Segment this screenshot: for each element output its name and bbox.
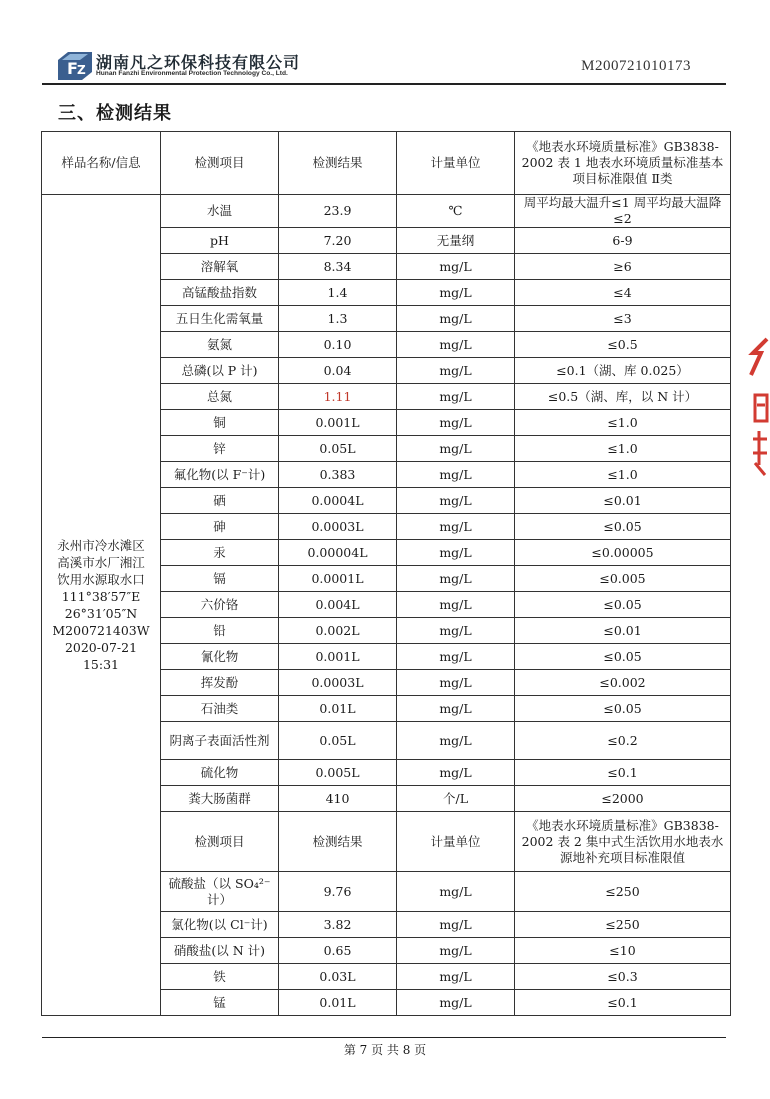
standard-limit: ≤1.0 xyxy=(515,436,731,462)
test-item: 水温 xyxy=(161,195,279,228)
standard-limit: ≤0.005 xyxy=(515,566,731,592)
header-divider xyxy=(42,83,726,85)
test-result: 23.9 xyxy=(279,195,397,228)
standard-limit: ≤0.05 xyxy=(515,644,731,670)
header-item: 检测项目 xyxy=(161,132,279,195)
standard-limit: 周平均最大温升≤1 周平均最大温降≤2 xyxy=(515,195,731,228)
standard-limit: ≤0.05 xyxy=(515,514,731,540)
sample-info-line: 111°38′57″E xyxy=(61,589,141,604)
test-unit: mg/L xyxy=(397,644,515,670)
standard-limit: ≤0.05 xyxy=(515,696,731,722)
standard-limit: ≤4 xyxy=(515,280,731,306)
test-item: 汞 xyxy=(161,540,279,566)
table-row xyxy=(42,195,731,228)
test-unit: mg/L xyxy=(397,990,515,1016)
test-result: 0.0003L xyxy=(279,670,397,696)
test-item: 硒 xyxy=(161,488,279,514)
svg-text:Z: Z xyxy=(77,63,86,77)
test-unit: mg/L xyxy=(397,964,515,990)
test-result: 0.65 xyxy=(279,938,397,964)
test-item: 镉 xyxy=(161,566,279,592)
test-item: 铅 xyxy=(161,618,279,644)
test-unit: mg/L xyxy=(397,358,515,384)
test-result: 0.01L xyxy=(279,696,397,722)
test-result: 0.002L xyxy=(279,618,397,644)
test-result: 7.20 xyxy=(279,228,397,254)
standard-limit: ≤0.5（湖、库，以 N 计） xyxy=(515,384,731,410)
test-unit: mg/L xyxy=(397,488,515,514)
test-item: 锌 xyxy=(161,436,279,462)
table-header-row xyxy=(42,132,731,195)
standard-limit: 6-9 xyxy=(515,228,731,254)
sample-info-line: 饮用水源取水口 xyxy=(57,572,145,587)
test-unit: mg/L xyxy=(397,722,515,760)
sample-info-line: 15:31 xyxy=(82,657,120,672)
sample-info-line: 26°31′05″N xyxy=(64,606,138,621)
test-result: 9.76 xyxy=(279,872,397,912)
standard-limit: ≤0.1 xyxy=(515,990,731,1016)
test-item: 锰 xyxy=(161,990,279,1016)
test-unit: mg/L xyxy=(397,384,515,410)
test-unit: mg/L xyxy=(397,760,515,786)
standard-limit: ≤3 xyxy=(515,306,731,332)
test-result: 0.005L xyxy=(279,760,397,786)
standard-limit: ≤0.01 xyxy=(515,488,731,514)
test-result: 0.004L xyxy=(279,592,397,618)
test-unit: 个/L xyxy=(397,786,515,812)
sample-info-line: 高溪市水厂湘江 xyxy=(57,555,145,570)
test-result: 3.82 xyxy=(279,912,397,938)
subheader-result: 检测结果 xyxy=(279,812,397,872)
sample-info-cell xyxy=(42,195,161,1016)
test-item: 砷 xyxy=(161,514,279,540)
test-result: 0.04 xyxy=(279,358,397,384)
test-result: 0.10 xyxy=(279,332,397,358)
test-unit: mg/L xyxy=(397,332,515,358)
test-unit: mg/L xyxy=(397,254,515,280)
sample-info-line: 2020-07-21 xyxy=(64,640,138,655)
page-header xyxy=(48,48,723,84)
test-unit: mg/L xyxy=(397,938,515,964)
test-unit: ℃ xyxy=(397,195,515,228)
test-result: 0.05L xyxy=(279,436,397,462)
subheader-standard: 《地表水环境质量标准》GB3838-2002 表 2 集中式生活饮用水地表水源地补充项目标准限值 xyxy=(515,812,731,872)
standard-limit: ≤0.002 xyxy=(515,670,731,696)
test-unit: mg/L xyxy=(397,540,515,566)
standard-limit: ≤1.0 xyxy=(515,462,731,488)
standard-limit: ≥6 xyxy=(515,254,731,280)
test-item: 溶解氧 xyxy=(161,254,279,280)
results-table xyxy=(41,131,731,1016)
subheader-unit: 计量单位 xyxy=(397,812,515,872)
header-standard: 《地表水环境质量标准》GB3838-2002 表 1 地表水环境质量标准基本项目标准限值 Ⅱ类 xyxy=(515,132,731,195)
header-result: 检测结果 xyxy=(279,132,397,195)
test-result: 0.0003L xyxy=(279,514,397,540)
company-name-en: Hunan Fanzhi Environmental Protection Technology Co., Ltd. xyxy=(96,70,288,77)
test-item: 氨氮 xyxy=(161,332,279,358)
standard-limit: ≤1.0 xyxy=(515,410,731,436)
report-number: M200721010173 xyxy=(581,58,691,74)
test-unit: 无量纲 xyxy=(397,228,515,254)
test-item: 氯化物(以 Cl⁻计) xyxy=(161,912,279,938)
test-unit: mg/L xyxy=(397,436,515,462)
test-item: 硝酸盐(以 N 计) xyxy=(161,938,279,964)
test-result: 0.03L xyxy=(279,964,397,990)
header-sample: 样品名称/信息 xyxy=(42,132,161,195)
standard-limit: ≤250 xyxy=(515,912,731,938)
test-unit: mg/L xyxy=(397,514,515,540)
test-result: 0.001L xyxy=(279,644,397,670)
test-result: 0.0001L xyxy=(279,566,397,592)
test-unit: mg/L xyxy=(397,618,515,644)
standard-limit: ≤0.5 xyxy=(515,332,731,358)
test-unit: mg/L xyxy=(397,306,515,332)
test-result: 0.383 xyxy=(279,462,397,488)
sample-info-line: M200721403W xyxy=(52,623,150,638)
test-item: 铜 xyxy=(161,410,279,436)
standard-limit: ≤0.1 xyxy=(515,760,731,786)
sample-info-line: 永州市冷水滩区 xyxy=(57,538,145,553)
test-result: 1.11 xyxy=(279,384,397,410)
standard-limit: ≤250 xyxy=(515,872,731,912)
fanzhi-logo-icon xyxy=(58,52,92,80)
test-item: pH xyxy=(161,228,279,254)
test-result: 0.00004L xyxy=(279,540,397,566)
standard-limit: ≤0.1（湖、库 0.025） xyxy=(515,358,731,384)
seal-stamp-fragment xyxy=(745,335,770,485)
test-item: 六价铬 xyxy=(161,592,279,618)
test-item: 挥发酚 xyxy=(161,670,279,696)
test-result: 1.3 xyxy=(279,306,397,332)
standard-limit: ≤2000 xyxy=(515,786,731,812)
test-unit: mg/L xyxy=(397,670,515,696)
test-unit: mg/L xyxy=(397,912,515,938)
test-result: 0.05L xyxy=(279,722,397,760)
standard-limit: ≤0.3 xyxy=(515,964,731,990)
test-item: 硫化物 xyxy=(161,760,279,786)
subheader-item: 检测项目 xyxy=(161,812,279,872)
test-result: 0.0004L xyxy=(279,488,397,514)
test-item: 铁 xyxy=(161,964,279,990)
svg-text:F: F xyxy=(67,59,78,78)
test-item: 粪大肠菌群 xyxy=(161,786,279,812)
test-unit: mg/L xyxy=(397,696,515,722)
test-unit: mg/L xyxy=(397,462,515,488)
test-item: 五日生化需氧量 xyxy=(161,306,279,332)
test-unit: mg/L xyxy=(397,566,515,592)
test-item: 阴离子表面活性剂 xyxy=(161,722,279,760)
test-result: 410 xyxy=(279,786,397,812)
test-item: 氰化物 xyxy=(161,644,279,670)
test-item: 硫酸盐（以 SO₄²⁻计） xyxy=(161,872,279,912)
standard-limit: ≤0.05 xyxy=(515,592,731,618)
test-unit: mg/L xyxy=(397,280,515,306)
test-result: 8.34 xyxy=(279,254,397,280)
test-item: 总氮 xyxy=(161,384,279,410)
test-item: 高锰酸盐指数 xyxy=(161,280,279,306)
footer-divider xyxy=(42,1037,726,1038)
standard-limit: ≤10 xyxy=(515,938,731,964)
standard-limit: ≤0.01 xyxy=(515,618,731,644)
page-number: 第 7 页 共 8 页 xyxy=(343,1043,427,1057)
standard-limit: ≤0.00005 xyxy=(515,540,731,566)
test-result: 0.001L xyxy=(279,410,397,436)
test-item: 氟化物(以 F⁻计) xyxy=(161,462,279,488)
test-unit: mg/L xyxy=(397,592,515,618)
standard-limit: ≤0.2 xyxy=(515,722,731,760)
test-unit: mg/L xyxy=(397,872,515,912)
test-item: 总磷(以 P 计) xyxy=(161,358,279,384)
test-result: 0.01L xyxy=(279,990,397,1016)
company-name-cn: 湖南凡之环保科技有限公司 xyxy=(96,53,301,72)
header-unit: 计量单位 xyxy=(397,132,515,195)
test-result: 1.4 xyxy=(279,280,397,306)
test-item: 石油类 xyxy=(161,696,279,722)
section-title: 三、检测结果 xyxy=(58,103,172,124)
test-unit: mg/L xyxy=(397,410,515,436)
